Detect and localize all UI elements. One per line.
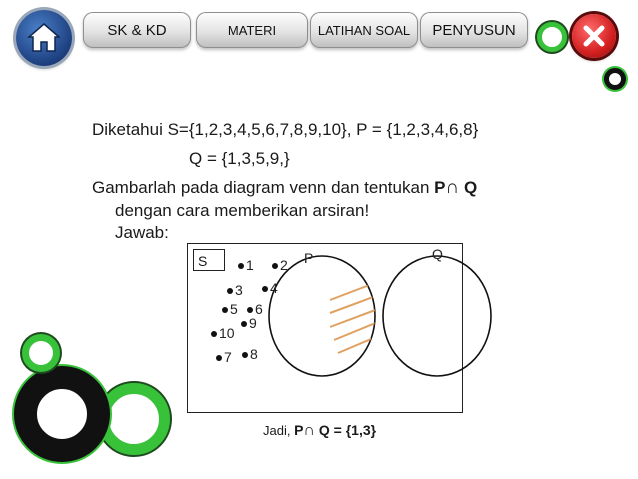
venn-element: 5 [222, 301, 238, 317]
venn-label-p: P [304, 250, 314, 266]
problem-set-q: Q [463, 178, 478, 197]
problem-line-1: Diketahui S={1,2,3,4,5,6,7,8,9,10}, P = {1,2,3,4,6,8} [92, 120, 479, 139]
hatch-line-2 [330, 296, 376, 313]
tab-latihan-soal[interactable]: LATIHAN SOAL [310, 12, 418, 48]
venn-element: 8 [242, 346, 258, 362]
element-dot [211, 331, 217, 337]
answer-line [263, 422, 376, 440]
element-dot [272, 263, 278, 269]
venn-element: 10 [211, 325, 235, 341]
tab-materi[interactable]: MATERI [196, 12, 308, 48]
element-dot [238, 263, 244, 269]
element-dot [216, 355, 222, 361]
venn-circle-q [383, 256, 491, 376]
problem-line-3-text: Gambarlah pada diagram venn dan tentukan [92, 178, 435, 197]
venn-element: 6 [247, 301, 263, 317]
intersection-symbol: ∩ [445, 177, 460, 198]
element-dot [227, 288, 233, 294]
hatch-line-1 [330, 284, 372, 300]
answer-prefix: Jadi, [263, 423, 295, 438]
tab-penyusun[interactable]: PENYUSUN [420, 12, 528, 48]
element-dot [262, 286, 268, 292]
answer-set-p: P [294, 422, 304, 438]
venn-element: 4 [262, 280, 278, 296]
answer-result: Q = {1,3} [314, 422, 377, 438]
problem-line-5: Jawab: [115, 223, 169, 242]
venn-element: 9 [241, 315, 257, 331]
answer-intersection-symbol: ∩ [303, 422, 315, 439]
venn-element: 7 [216, 349, 232, 365]
problem-line-4: dengan cara memberikan arsiran! [115, 201, 370, 220]
venn-element: 1 [238, 257, 254, 273]
problem-set-p: P [434, 178, 446, 197]
problem-line-2: Q = {1,3,5,9,} [189, 149, 290, 168]
element-dot [222, 307, 228, 313]
element-dot [247, 307, 253, 313]
venn-label-q: Q [432, 246, 443, 262]
element-dot [242, 352, 248, 358]
venn-element: 2 [272, 257, 288, 273]
element-dot [241, 321, 247, 327]
venn-element: 3 [227, 282, 243, 298]
tab-sk-kd[interactable]: SK & KD [83, 12, 191, 48]
venn-universe-label: S [193, 249, 225, 271]
